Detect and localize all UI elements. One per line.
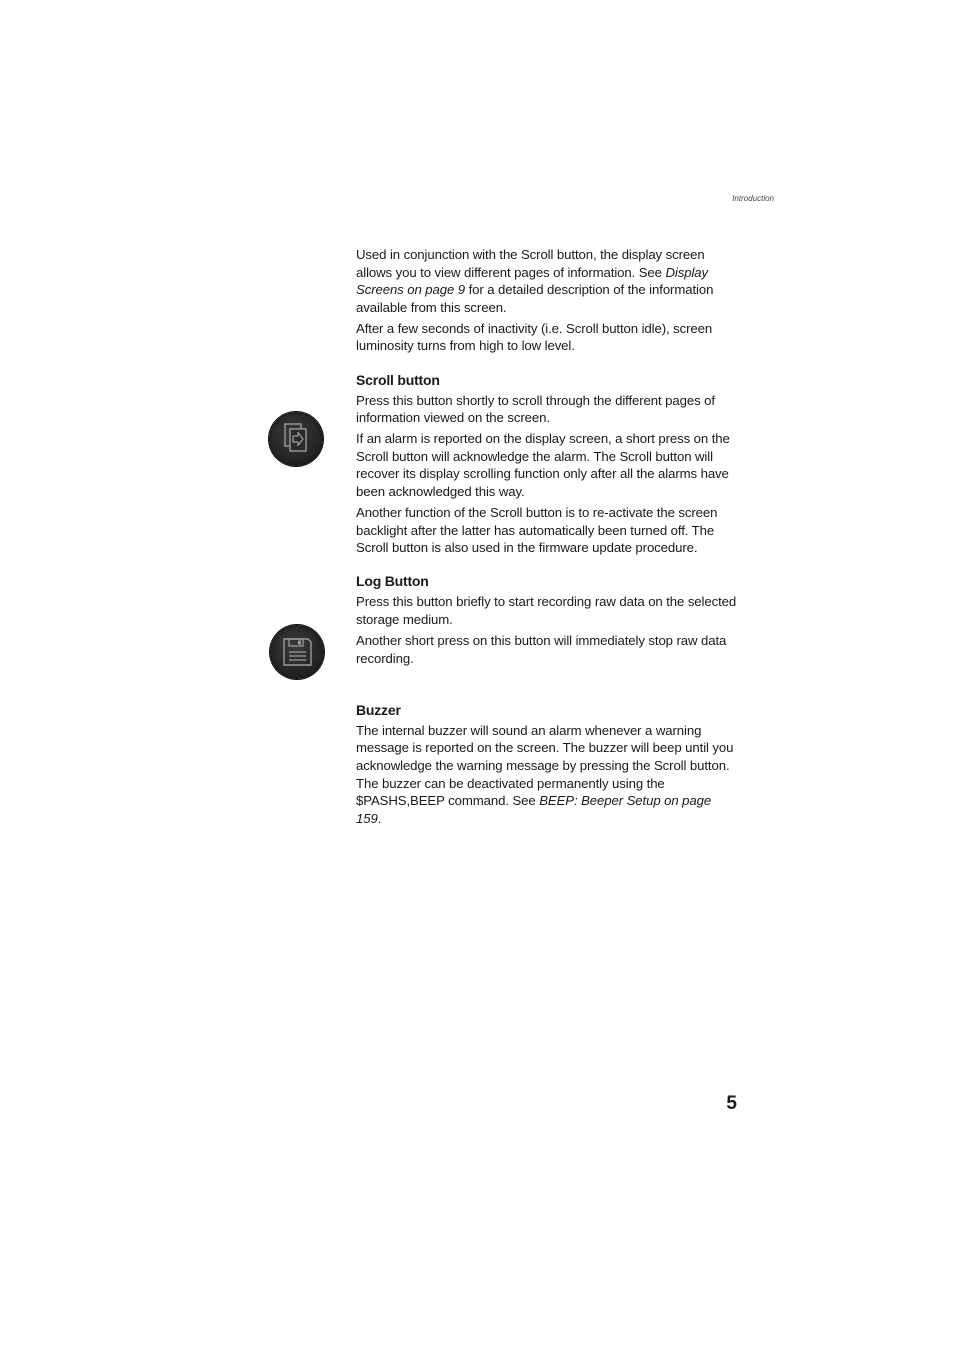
beep-setup-link[interactable]: BEEP: Beeper Setup on page 159	[356, 793, 712, 826]
buzzer-text-a: The internal buzzer will sound an alarm whenever a warning message is reported on the screen. The buzzer will beep until you acknowledge the warning message by pressing the Scroll button. The buzzer can be deactivated permanently using the $PASHS,BEEP command. See	[356, 722, 734, 809]
intro-text-b: for a detailed description of the information available from this screen.	[356, 282, 714, 315]
running-header: Introduction	[732, 194, 774, 203]
buzzer-heading: Buzzer	[356, 701, 401, 718]
scroll-paragraph-2: If an alarm is reported on the display screen, a short press on the Scroll button will acknowledge the alarm. The Scroll button will recover its display scrolling function only after all the alarms have been acknowledged this way.	[356, 431, 730, 500]
buzzer-paragraph	[356, 722, 738, 828]
display-screens-link[interactable]: Display Screens on page 9	[356, 264, 709, 298]
scroll-paragraph-1: Press this button shortly to scroll through the different pages of information viewed on the screen.	[356, 392, 715, 426]
intro-paragraph-2: After a few seconds of inactivity (i.e. Scroll button idle), screen luminosity turns from high to low level.	[356, 320, 713, 354]
log-button-icon	[270, 625, 324, 679]
scroll-paragraph-3: Another function of the Scroll button is to re-activate the screen backlight after the latter has automatically been turned off. The Scroll button is also used in the firmware update procedure.	[356, 505, 718, 556]
log-button-heading: Log Button	[356, 573, 429, 590]
intro-paragraph-1	[356, 246, 738, 316]
scroll-button-heading: Scroll button	[356, 371, 440, 388]
buzzer-text-b: .	[377, 810, 382, 826]
log-paragraph-1: Press this button briefly to start recording raw data on the selected storage medium.	[356, 594, 737, 627]
intro-text-a: Used in conjunction with the Scroll button, the display screen allows you to view different pages of information. See	[356, 247, 705, 280]
scroll-button-icon	[269, 412, 323, 466]
page-number: 5	[726, 1093, 737, 1114]
log-paragraph-2: Another short press on this button will immediately stop raw data recording.	[356, 633, 727, 666]
body-column	[356, 246, 738, 831]
